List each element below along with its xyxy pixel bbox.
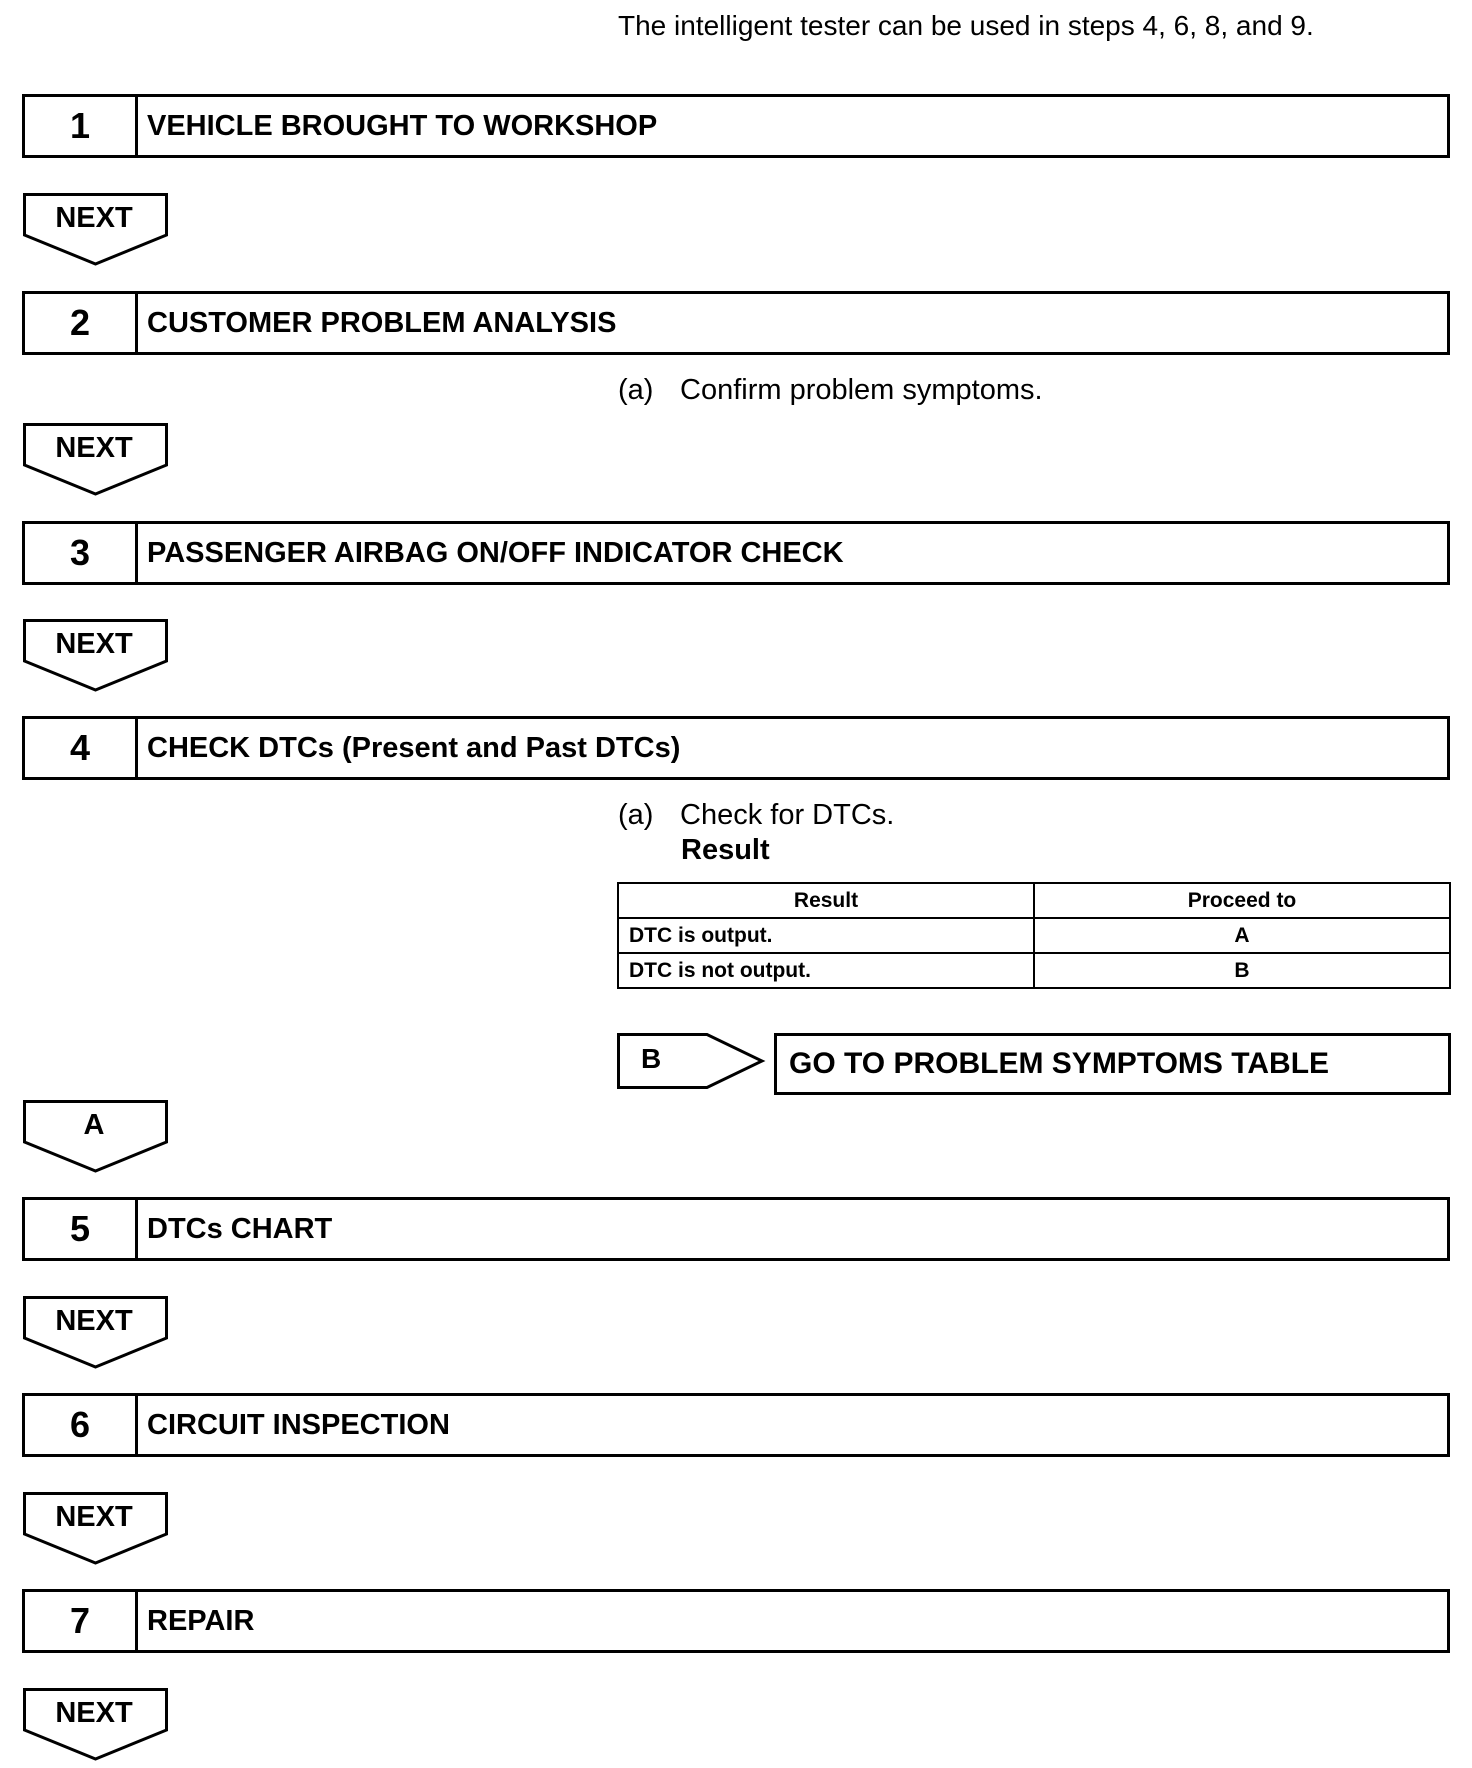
step-title: REPAIR xyxy=(147,1604,255,1637)
instruction-text: Confirm problem symptoms. xyxy=(680,374,1043,406)
next-arrow-7 xyxy=(23,1688,169,1762)
step-4-instruction xyxy=(618,799,894,832)
next-arrow-5 xyxy=(23,1296,169,1370)
step-number: 3 xyxy=(25,524,138,582)
step-3-box xyxy=(22,521,1450,585)
column-header-proceed: Proceed to xyxy=(1034,883,1450,918)
next-label: NEXT xyxy=(55,432,133,464)
next-arrow-3 xyxy=(23,619,169,693)
step-number: 5 xyxy=(25,1200,138,1258)
step-number: 1 xyxy=(25,97,138,155)
step-7-box xyxy=(22,1589,1450,1653)
table-row xyxy=(618,953,1450,988)
step-2-box xyxy=(22,291,1450,355)
step-number: 4 xyxy=(25,719,138,777)
next-arrow-1 xyxy=(23,193,169,267)
step-4-box xyxy=(22,716,1450,780)
step-title: CUSTOMER PROBLEM ANALYSIS xyxy=(147,306,617,339)
step-title: CIRCUIT INSPECTION xyxy=(147,1408,450,1441)
table-row xyxy=(618,918,1450,953)
next-label: NEXT xyxy=(55,628,133,660)
proceed-cell: B xyxy=(1034,953,1450,988)
instruction-marker: (a) xyxy=(618,374,654,406)
step-title: DTCs CHART xyxy=(147,1212,333,1245)
step-5-box xyxy=(22,1197,1450,1261)
step-6-box xyxy=(22,1393,1450,1457)
result-cell: DTC is not output. xyxy=(618,953,1034,988)
step-number: 2 xyxy=(25,294,138,352)
next-label: NEXT xyxy=(55,1305,133,1337)
next-arrow-6 xyxy=(23,1492,169,1566)
a-label: A xyxy=(83,1109,105,1141)
next-label: NEXT xyxy=(55,1697,133,1729)
proceed-cell: A xyxy=(1034,918,1450,953)
step-2-instruction xyxy=(618,374,1043,407)
step-number: 7 xyxy=(25,1592,138,1650)
a-arrow xyxy=(23,1100,169,1174)
step-title: VEHICLE BROUGHT TO WORKSHOP xyxy=(147,109,658,142)
tester-note: The intelligent tester can be used in steps 4, 6, 8, and 9. xyxy=(618,10,1314,41)
instruction-marker: (a) xyxy=(618,799,654,831)
branch-b-arrow xyxy=(617,1033,767,1089)
step-number: 6 xyxy=(25,1396,138,1454)
result-heading: Result xyxy=(681,834,770,866)
branch-b-label: B xyxy=(641,1043,662,1074)
result-cell: DTC is output. xyxy=(618,918,1034,953)
next-arrow-2 xyxy=(23,423,169,497)
table-header-row xyxy=(618,883,1450,918)
right-arrow-icon xyxy=(617,1033,767,1089)
next-label: NEXT xyxy=(55,1501,133,1533)
result-table xyxy=(617,882,1451,989)
column-header-result: Result xyxy=(618,883,1034,918)
step-title: PASSENGER AIRBAG ON/OFF INDICATOR CHECK xyxy=(147,536,844,569)
next-label: NEXT xyxy=(55,202,133,234)
instruction-text: Check for DTCs. xyxy=(680,799,895,831)
step-1-box xyxy=(22,94,1450,158)
step-title: CHECK DTCs (Present and Past DTCs) xyxy=(147,731,681,764)
go-to-problem-symptoms-box: GO TO PROBLEM SYMPTOMS TABLE xyxy=(774,1033,1451,1095)
